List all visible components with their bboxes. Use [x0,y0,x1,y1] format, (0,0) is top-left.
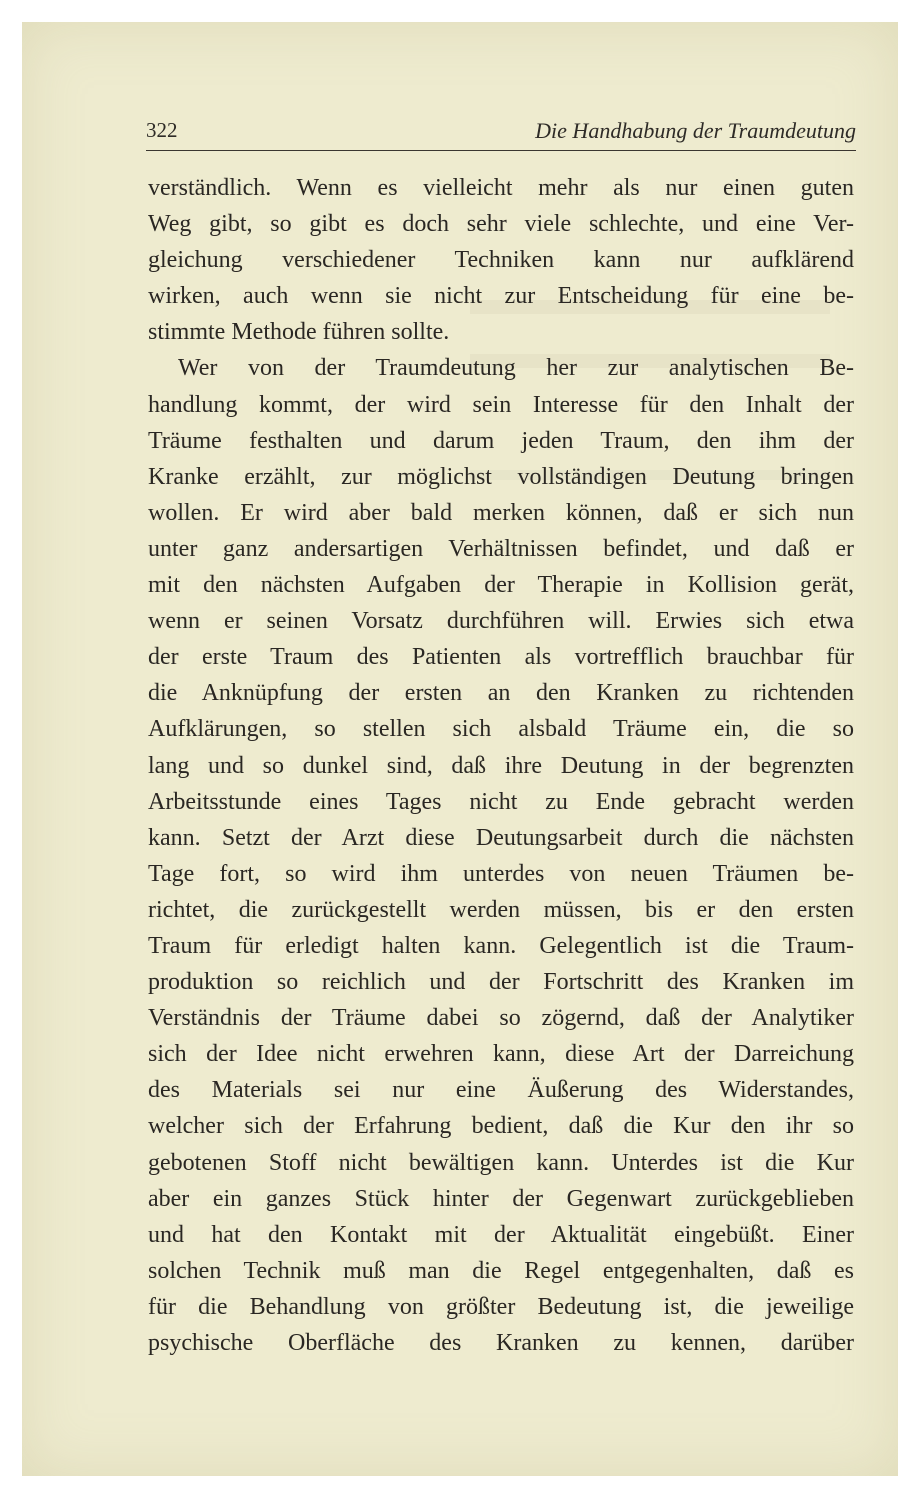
paragraph-2 [148,350,854,1361]
text-line: und hat den Kontakt mit der Aktualität eingebüßt. Einer [148,1221,854,1248]
text-line: gleichung verschiedener Techniken kann nur aufklärend [148,247,854,274]
text-line: Tage fort, so wird ihm unterdes von neuen Träumen be- [148,860,854,887]
text-line: sich der Idee nicht erwehren kann, diese Art der Darreichung [148,1041,854,1068]
text-line: Verständnis der Träume dabei so zögernd, daß der Analytiker [148,1005,854,1032]
body-text [148,170,854,1361]
text-line: Arbeitsstunde eines Tages nicht zu Ende gebracht werden [148,788,854,815]
text-line: Wer von der Traumdeutung her zur analytischen Be- [178,355,854,382]
paragraph-1 [148,170,854,350]
text-line: handlung kommt, der wird sein Interesse für den Inhalt der [148,391,854,418]
text-line: unter ganz andersartigen Verhältnissen befindet, und daß er [148,535,854,562]
text-line: verständlich. Wenn es vielleicht mehr als nur einen guten [148,175,854,201]
text-line: wirken, auch wenn sie nicht zur Entscheidung für eine be- [148,283,854,310]
text-line: gebotenen Stoff nicht bewältigen kann. Unterdes ist die Kur [148,1149,854,1176]
text-line: produktion so reichlich und der Fortschritt des Kranken im [148,969,854,996]
text-line: des Materials sei nur eine Äußerung des Widerstandes, [148,1077,854,1104]
text-line: Kranke erzählt, zur möglichst vollständigen Deutung bringen [148,463,854,490]
text-line: kann. Setzt der Arzt diese Deutungsarbeit durch die nächsten [148,824,854,851]
text-line: der erste Traum des Patienten als vortrefflich brauchbar für [148,644,854,671]
text-line: lang und so dunkel sind, daß ihre Deutung in der begrenzten [148,752,854,779]
page-header [146,116,856,151]
page-number: 322 [146,118,178,142]
text-line: psychische Oberfläche des Kranken zu kennen, darüber [148,1330,854,1356]
text-line: wenn er seinen Vorsatz durchführen will. Erwies sich etwa [148,608,854,635]
text-line: welcher sich der Erfahrung bedient, daß die Kur den ihr so [148,1113,854,1140]
text-line: Träume festhalten und darum jeden Traum, den ihm der [148,427,854,454]
text-line: wollen. Er wird aber bald merken können, daß er sich nun [148,499,854,526]
text-line: richtet, die zurückgestellt werden müssen, bis er den ersten [148,896,854,923]
text-line: mit den nächsten Aufgaben der Therapie in Kollision gerät, [148,572,854,599]
running-head: Die Handhabung der Traumdeutung [535,118,856,143]
text-line: für die Behandlung von größter Bedeutung ist, die jeweilige [148,1293,854,1320]
text-line: Traum für erledigt halten kann. Gelegentlich ist die Traum- [148,932,854,959]
text-line: die Anknüpfung der ersten an den Kranken zu richtenden [148,680,854,707]
text-line: Aufklärungen, so stellen sich alsbald Träume ein, die so [148,716,854,743]
text-line: stimmte Methode führen sollte. [148,319,450,346]
text-line: aber ein ganzes Stück hinter der Gegenwart zurückgeblieben [148,1185,854,1212]
text-line: Weg gibt, so gibt es doch sehr viele schlechte, und eine Ver- [148,211,854,238]
text-line: solchen Technik muß man die Regel entgegenhalten, daß es [148,1257,854,1284]
